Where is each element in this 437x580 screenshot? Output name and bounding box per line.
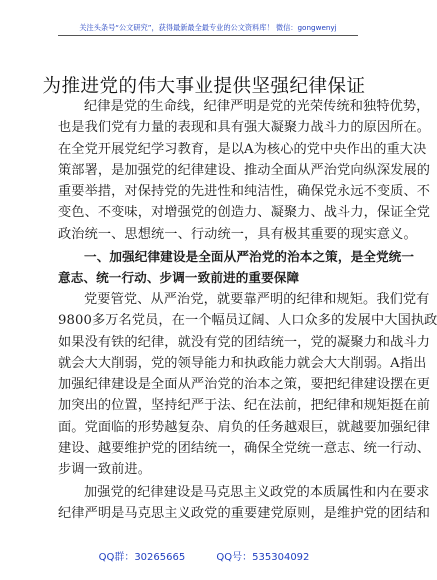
text-line: 重要举措，对保持党的先进性和纯洁性，确保党永远不变质、不 — [58, 184, 431, 200]
paragraph-3 — [58, 482, 431, 525]
paragraph-2 — [58, 289, 437, 481]
text-line: 面。党面临的形势越复杂、肩负的任务越艰巨，就越要加强纪律 — [58, 419, 431, 435]
document-title: 为推进党的伟大事业提供坚强纪律保证 — [42, 76, 366, 97]
text-line: 在全党开展党纪学习教育，是以A为核心的党中央作出的重大决 — [58, 141, 427, 157]
text-line: 如果没有铁的纪律，就没有党的团结统一，党的凝聚力和战斗力 — [58, 334, 431, 350]
footer-qq: QQ号：535304092 — [216, 552, 310, 563]
text-line: 加突出的位置，坚持纪严于法、纪在法前，把纪律和规矩挺在前 — [58, 398, 431, 414]
section-heading-1 — [58, 246, 415, 289]
text-line: 就会大大削弱，党的领导能力和执政能力就会大大削弱。A指出 — [58, 355, 427, 371]
text-line: 政治统一、思想统一、行动统一，具有极其重要的现实意义。 — [58, 226, 417, 242]
text-line: 变色、不变味，对增强党的创造力、凝聚力、战斗力，保证全党 — [58, 205, 431, 221]
text-line: 也是我们党有力量的表现和具有强大凝聚力战斗力的原因所在。 — [58, 120, 431, 136]
top-banner: 关注头条号“公文研究”，获得最新最全最专业的公文资料库！ 微信：gongwenyj — [58, 19, 358, 36]
text-line: 策部署，是加强党的纪律建设、推动全面从严治党向纵深发展的 — [58, 162, 431, 178]
text-line: 纪律严明是马克思主义政党的重要建党原则，是维护党的团结和 — [58, 506, 431, 522]
heading-line: 意志、统一行动、步调一致前进的重要保障 — [58, 270, 300, 286]
text-line: 加强党的纪律建设是马克思主义政党的本质属性和内在要求 — [84, 485, 430, 500]
footer-qq-group: QQ群：30265665 — [98, 552, 186, 563]
text-line: 党要管党、从严治党，就要靠严明的纪律和规矩。我们党有 — [84, 292, 430, 307]
text-line: 建设、越要维护党的团结统一，确保全党统一意志、统一行动、 — [58, 441, 431, 457]
text-line: 步调一致前进。 — [58, 462, 152, 478]
heading-line: 一、加强纪律建设是全面从严治党的治本之策，是全党统一 — [84, 249, 415, 264]
text-line: 9800多万名党员，在一个幅员辽阔、人口众多的发展中大国执政 — [58, 313, 437, 329]
page-footer — [0, 548, 408, 563]
text-line: 加强纪律建设是全面从严治党的治本之策，要把纪律建设摆在更 — [58, 377, 431, 393]
text-line: 纪律是党的生命线，纪律严明是党的光荣传统和独特优势， — [84, 99, 430, 114]
paragraph-1 — [58, 96, 431, 245]
